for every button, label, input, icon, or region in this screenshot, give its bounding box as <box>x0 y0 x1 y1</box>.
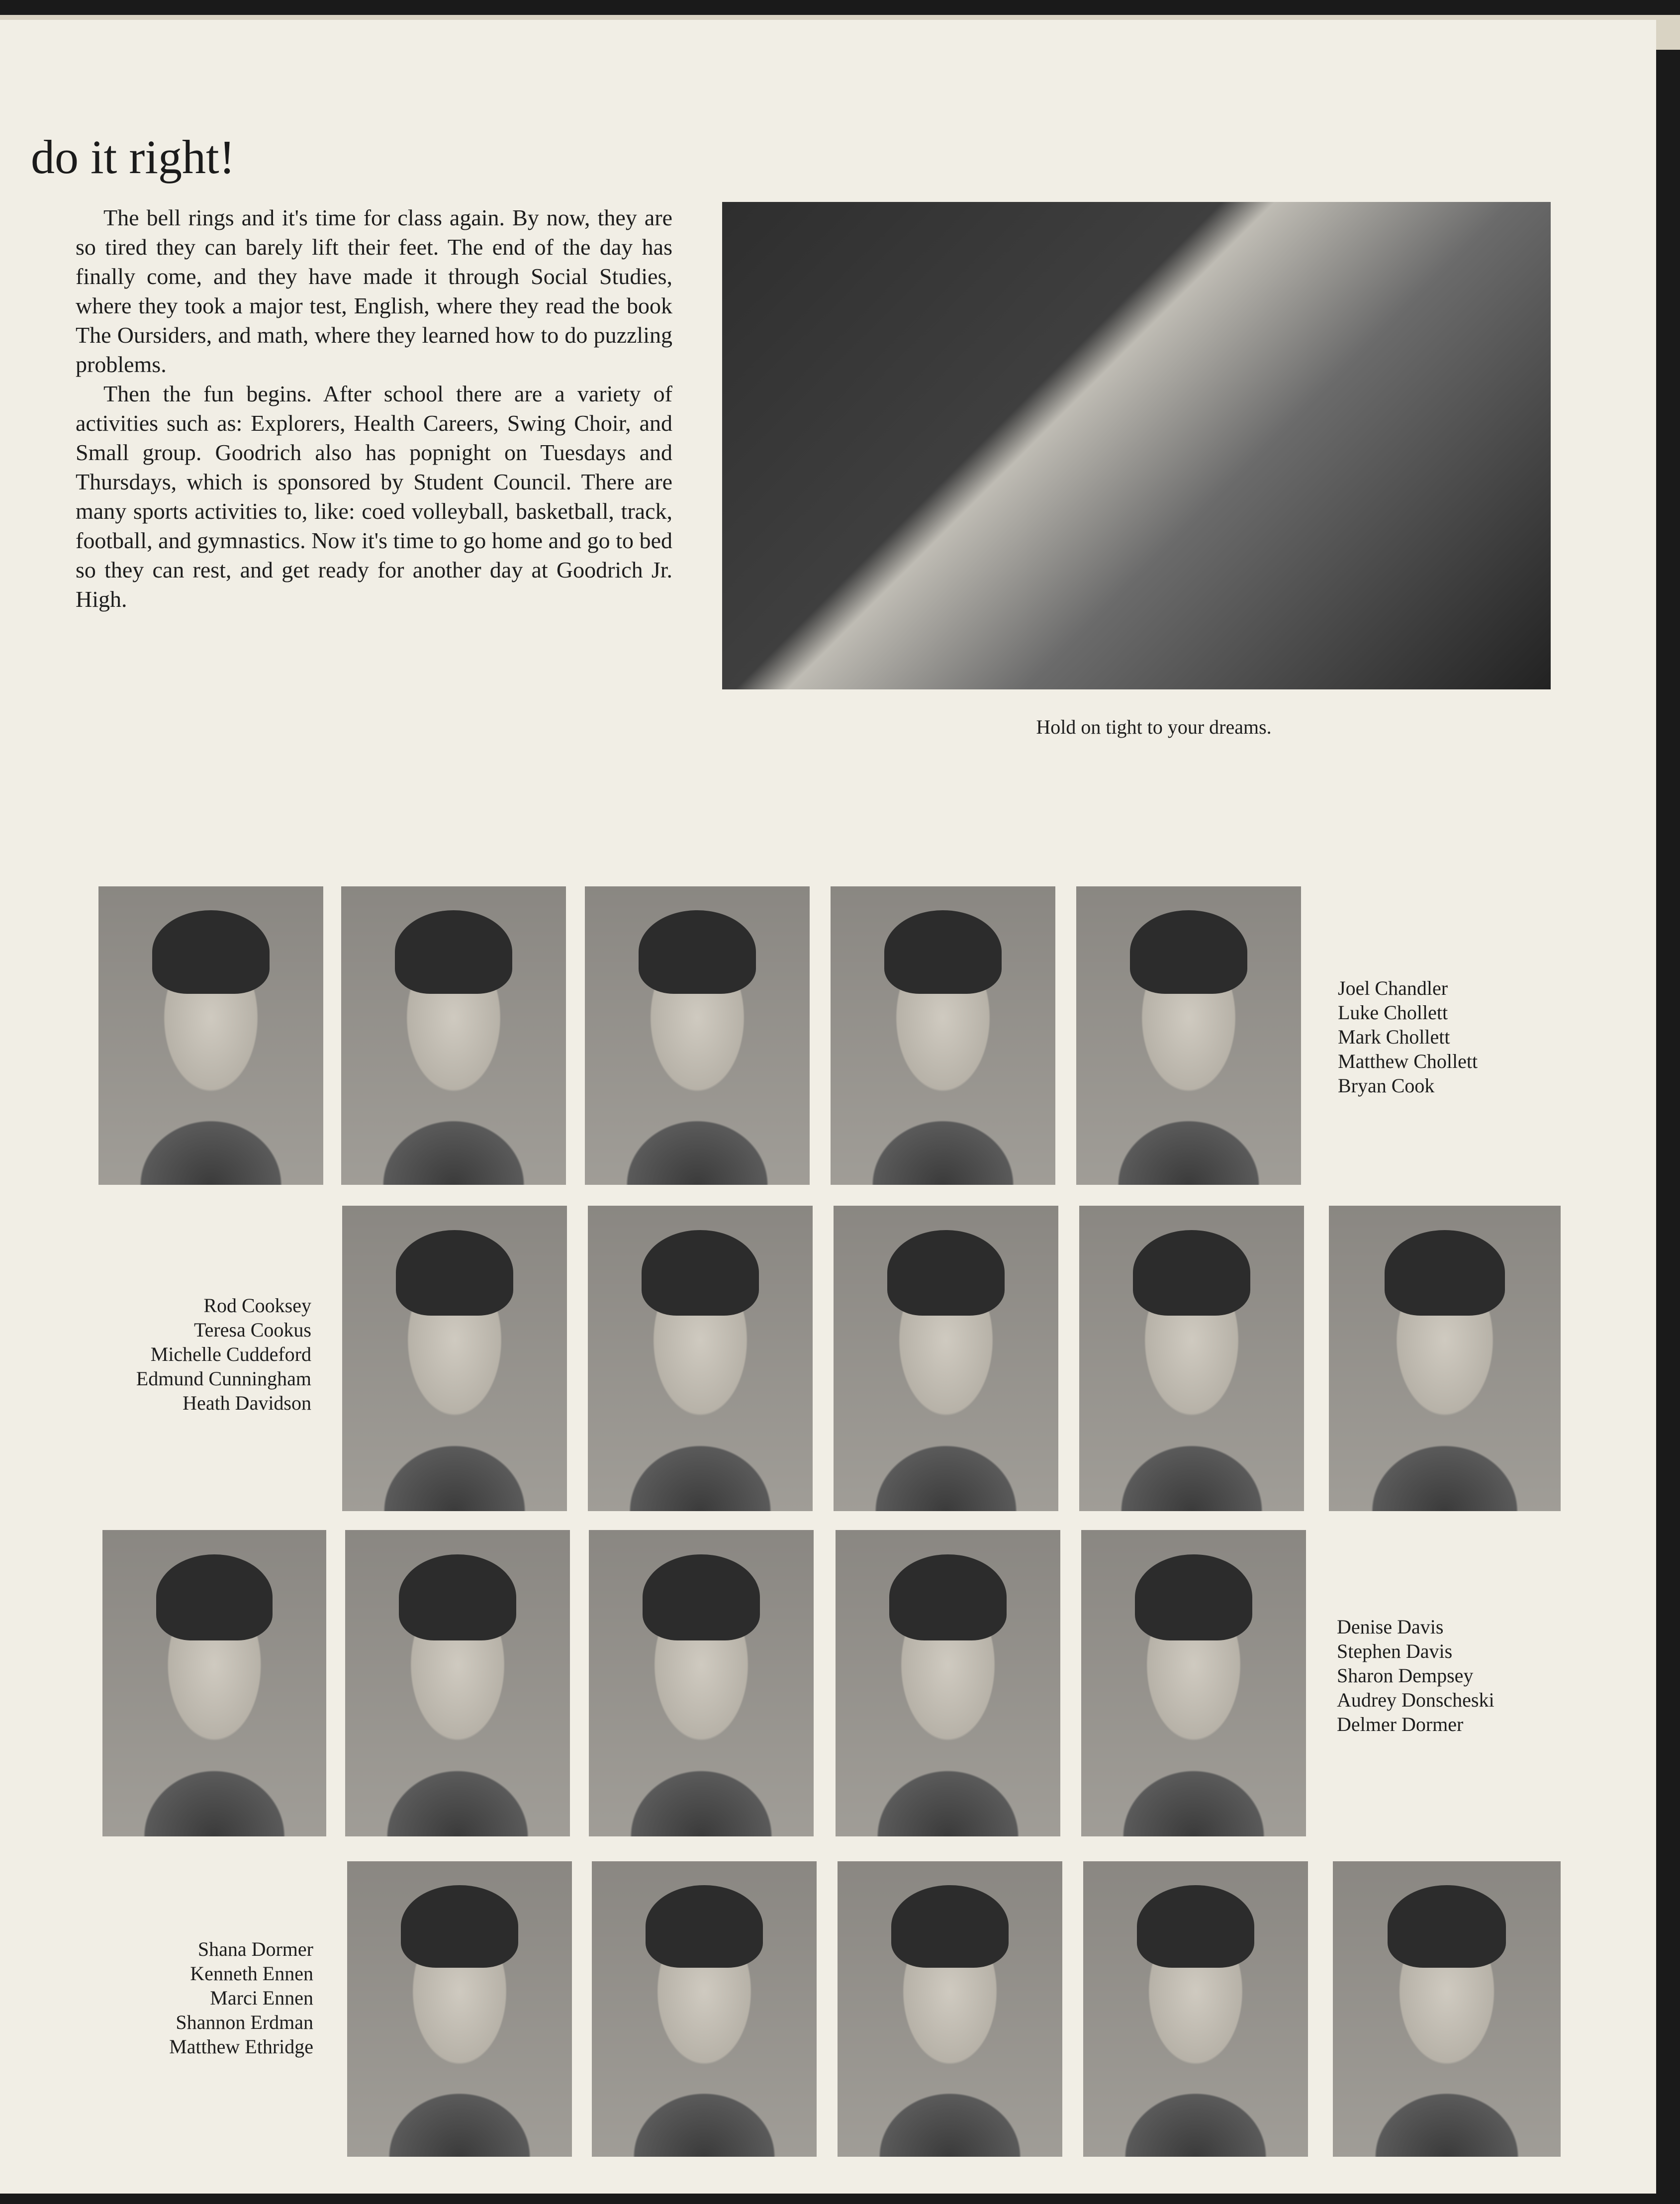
student-name: Rod Cooksey <box>203 1294 311 1317</box>
portrait <box>1329 1206 1561 1511</box>
portrait <box>589 1530 814 1836</box>
student-name: Stephen Davis <box>1337 1640 1453 1662</box>
portrait <box>347 1861 572 2157</box>
student-name: Luke Chollett <box>1338 1001 1448 1024</box>
student-name: Mark Chollett <box>1338 1026 1450 1048</box>
student-name: Kenneth Ennen <box>190 1962 313 1985</box>
paragraph-2: Then the fun begins. After school there are a variety of activities such as: Explorers, Health Careers, Swing Choir, and Small group. Goodrich also has popnight on Tuesdays and Thursdays, which is sponsored by Student Council. There are many sports activities to, like: coed volleyball, basketball, track, football, and gymnastics. Now it's time to go home and go to bed so they can rest, and get ready for another day at Goodrich Jr. High. <box>76 381 672 612</box>
student-name: Denise Davis <box>1337 1616 1444 1638</box>
student-name: Matthew Chollett <box>1338 1050 1478 1072</box>
student-name: Matthew Ethridge <box>169 2035 313 2058</box>
body-copy <box>76 203 672 614</box>
portrait <box>345 1530 570 1836</box>
student-name: Teresa Cookus <box>193 1319 311 1341</box>
student-name: Joel Chandler <box>1338 977 1448 999</box>
student-name: Shana Dormer <box>197 1938 313 1960</box>
portrait <box>341 886 566 1185</box>
student-name: Audrey Donscheski <box>1337 1689 1494 1711</box>
paragraph-1: The bell rings and it's time for class again. By now, they are so tired they can barely lift their feet. The end of the day has finally come, and they have made it through Social Studies, where they took a major test, English, where they read the book The Oursiders, and math, where they learned how to do puzzling problems. <box>76 205 672 377</box>
student-name: Bryan Cook <box>1338 1074 1435 1097</box>
photo-caption: Hold on tight to your dreams. <box>1036 716 1272 738</box>
portrait <box>838 1861 1062 2157</box>
names-group-2 <box>75 1293 311 1415</box>
portrait <box>585 886 810 1185</box>
names-group-1 <box>1338 976 1478 1098</box>
student-name: Delmer Dormer <box>1337 1713 1464 1735</box>
portrait <box>588 1206 813 1511</box>
portrait <box>836 1530 1060 1836</box>
portrait <box>1083 1861 1308 2157</box>
student-name: Michelle Cuddeford <box>150 1343 311 1365</box>
student-name: Shannon Erdman <box>176 2011 313 2033</box>
portrait <box>1333 1861 1561 2157</box>
page-headline: do it right! <box>31 130 235 184</box>
names-group-3 <box>1337 1615 1494 1736</box>
student-name: Heath Davidson <box>183 1392 311 1414</box>
portrait <box>834 1206 1058 1511</box>
names-group-4 <box>75 1937 313 2059</box>
portrait <box>342 1206 567 1511</box>
portrait <box>592 1861 817 2157</box>
portrait <box>1081 1530 1306 1836</box>
portrait <box>1079 1206 1304 1511</box>
portrait <box>102 1530 326 1836</box>
portrait <box>831 886 1055 1185</box>
portrait <box>98 886 323 1185</box>
student-name: Sharon Dempsey <box>1337 1664 1474 1687</box>
portrait <box>1076 886 1301 1185</box>
student-name: Edmund Cunningham <box>136 1367 311 1390</box>
featured-photo <box>722 202 1551 689</box>
student-name: Marci Ennen <box>210 1987 313 2009</box>
